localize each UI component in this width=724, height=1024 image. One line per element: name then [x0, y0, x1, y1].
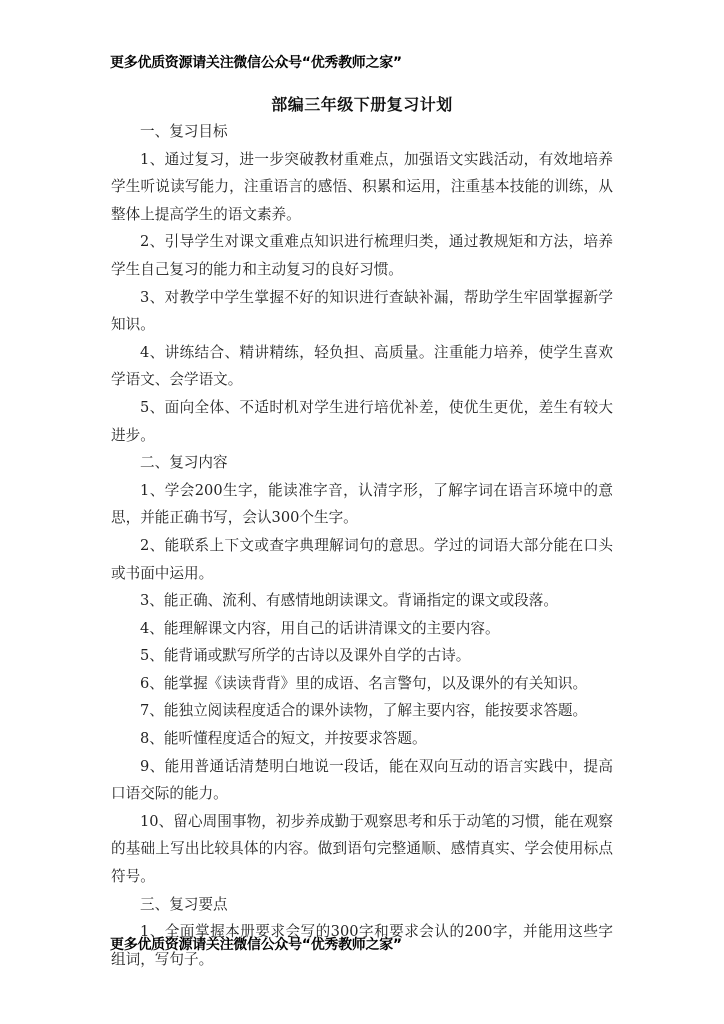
promo-banner-top: 更多优质资源请关注微信公众号“优秀教师之家”	[110, 55, 402, 71]
document-body	[111, 118, 613, 973]
paragraph: 5、面向全体、不适时机对学生进行培优补差，使优生更优，差生有较大进步。	[111, 398, 613, 444]
paragraph: 4、能理解课文内容，用自己的话讲清课文的主要内容。	[140, 619, 500, 637]
paragraph: 10、留心周围事物，初步养成勤于观察思考和乐于动笔的习惯，能在观察的基础上写出比较具体的内容。做到语句完整通顺、感情真实、学会使用标点符号。	[111, 812, 613, 886]
paragraph: 1、通过复习，进一步突破教材重难点，加强语文实践活动，有效地培养学生听说读写能力，注重语言的感悟、积累和运用，注重基本技能的训练，从整体上提高学生的语文素养。	[111, 150, 613, 223]
paragraph: 6、能掌握《读读背背》里的成语、名言警句，以及课外的有关知识。	[140, 674, 588, 692]
section-heading-content: 二、复习内容	[140, 454, 228, 472]
paragraph: 2、能联系上下文或查字典理解词句的意思。学过的词语大部分能在口头或书面中运用。	[111, 536, 613, 582]
section-heading-goals: 一、复习目标	[140, 123, 228, 140]
paragraph: 4、讲练结合、精讲精练，轻负担、高质量。注重能力培养，使学生喜欢学语文、会学语文。	[111, 343, 613, 389]
section-heading-key-points: 三、复习要点	[140, 895, 228, 913]
promo-banner-bottom: 更多优质资源请关注微信公众号“优秀教师之家”	[110, 937, 402, 953]
page-title: 部编三年级下册复习计划	[271, 95, 453, 114]
paragraph: 2、引导学生对课文重难点知识进行梳理归类，通过教规矩和方法，培养学生自己复习的能力和主动复习的良好习惯。	[111, 233, 613, 278]
paragraph: 5、能背诵或默写所学的古诗以及课外自学的古诗。	[140, 647, 471, 665]
paragraph: 9、能用普通话清楚明白地说一段话，能在双向互动的语言实践中，提高口语交际的能力。	[111, 757, 613, 803]
paragraph: 3、能正确、流利、有感情地朗读课文。背诵指定的课文或段落。	[140, 592, 558, 610]
paragraph: 7、能独立阅读程度适合的课外读物，了解主要内容，能按要求答题。	[140, 702, 588, 720]
paragraph: 8、能听懂程度适合的短文，并按要求答题。	[140, 730, 427, 748]
paragraph: 1、学会200生字，能读准字音，认清字形，了解字词在语言环境中的意思，并能正确书写，会认300个生字。	[111, 481, 613, 527]
paragraph: 1、全面掌握本册要求会写的300字和要求会认的200字，并能用这些字组词，写句子。	[111, 923, 613, 968]
paragraph: 3、对教学中学生掌握不好的知识进行查缺补漏，帮助学生牢固掌握新学知识。	[111, 288, 613, 334]
